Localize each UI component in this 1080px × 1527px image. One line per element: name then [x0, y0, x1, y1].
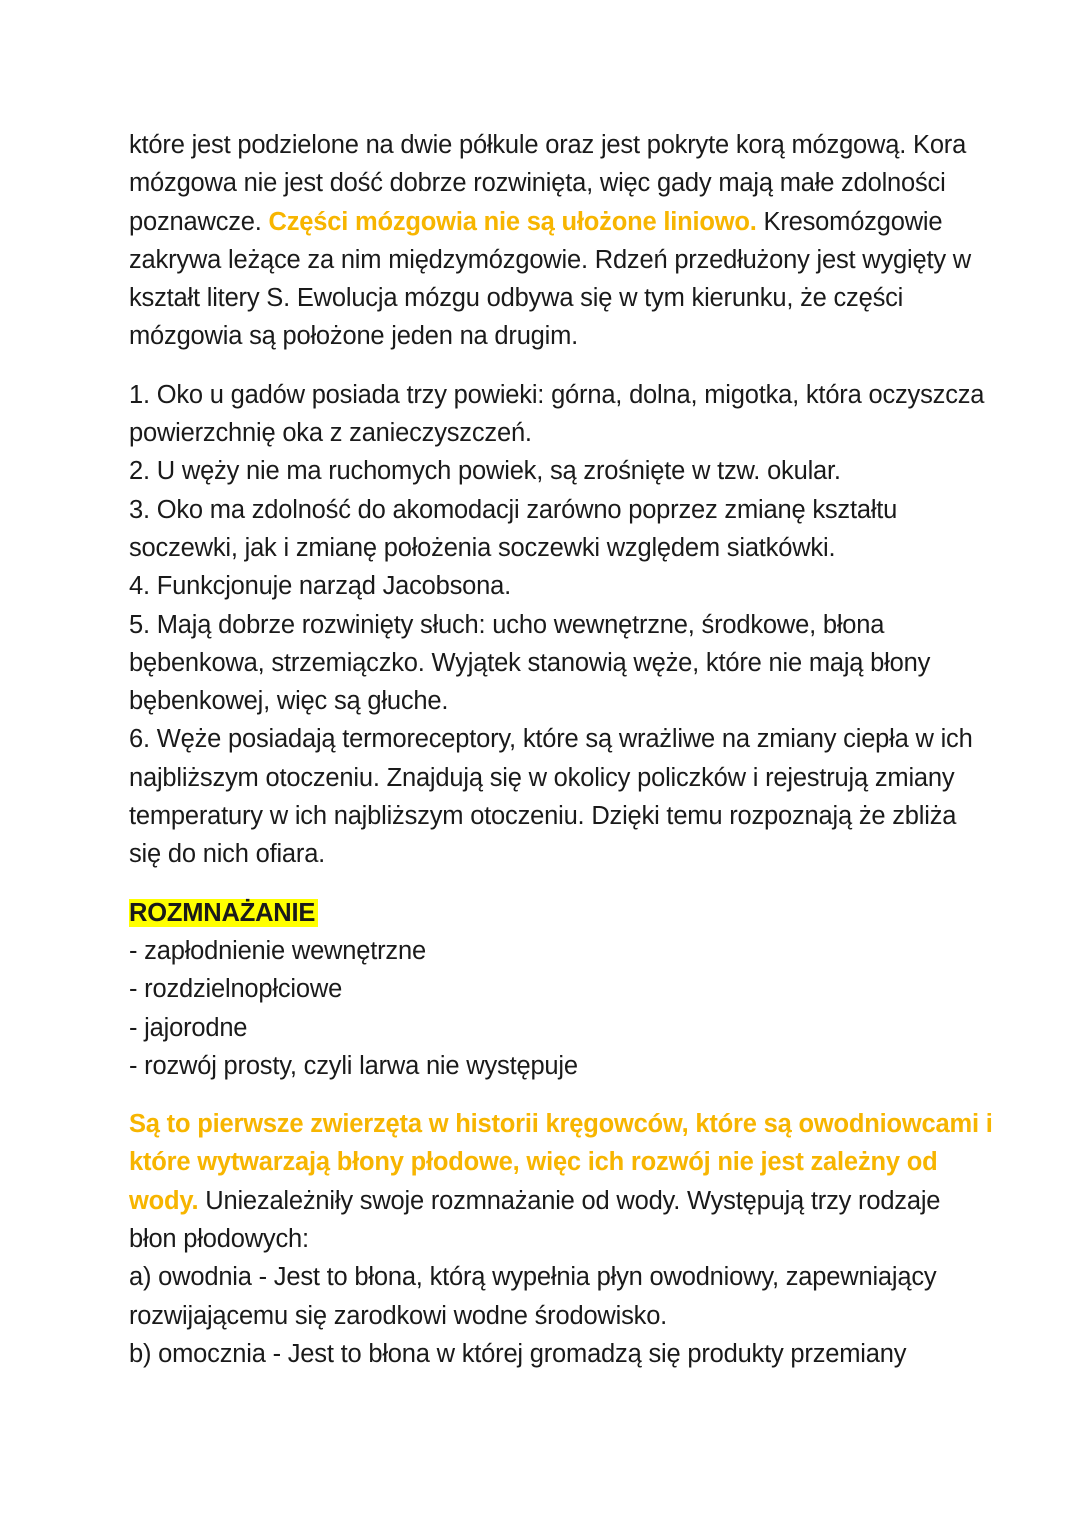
text-line: a) owodnia - Jest to błona, którą wypełnia płyn owodniowy, zapewniający — [129, 1263, 937, 1292]
list-item: 3. Oko ma zdolność do akomodacji zarówno poprzez zmianę kształtu — [129, 495, 898, 524]
list-item: - zapłodnienie wewnętrzne — [129, 936, 426, 965]
paragraph-spacer — [129, 356, 1009, 376]
text-line — [129, 1182, 1009, 1220]
text-line: które jest podzielone na dwie półkule oraz jest pokryte korą mózgową. Kora — [129, 131, 967, 159]
list-item: 5. Mają dobrze rozwinięty słuch: ucho wewnętrzne, środkowe, błona — [129, 610, 885, 639]
document-page — [129, 126, 1009, 1373]
list-item: - rozwój prosty, czyli larwa nie występuje — [129, 1051, 578, 1080]
highlighted-line: które wytwarzają błony płodowe, więc ich rozwój nie jest zależny od — [129, 1148, 938, 1177]
text-segment: Uniezależniły swoje rozmnażanie od wody. Występują trzy rodzaje — [198, 1186, 941, 1215]
list-item: - rozdzielnopłciowe — [129, 975, 343, 1004]
list-item: 2. U węży nie ma ruchomych powiek, są zrośnięte w tzw. okular. — [129, 457, 841, 486]
paragraph-spacer — [129, 1085, 1009, 1105]
highlighted-line: Są to pierwsze zwierzęta w historii kręgowców, które są owodniowcami i — [129, 1110, 993, 1139]
list-item: soczewki, jak i zmianę położenia soczewki względem siatkówki. — [129, 533, 836, 562]
text-line: zakrywa leżące za nim międzymózgowie. Rdzeń przedłużony jest wygięty w — [129, 245, 972, 274]
list-item: 1. Oko u gadów posiada trzy powieki: górna, dolna, migotka, która oczyszcza — [129, 380, 985, 409]
list-item: bębenkowa, strzemiączko. Wyjątek stanowią węże, które nie mają błony — [129, 648, 931, 677]
text-line: mózgowia są położone jeden na drugim. — [129, 322, 579, 351]
text-line: kształt litery S. Ewolucja mózgu odbywa się w tym kierunku, że części — [129, 284, 904, 313]
list-item: - jajorodne — [129, 1013, 248, 1042]
text-segment: Kresomózgowie — [756, 207, 943, 236]
list-item: 4. Funkcjonuje narząd Jacobsona. — [129, 572, 512, 601]
list-item: najbliższym otoczeniu. Znajdują się w okolicy policzków i rejestrują zmiany — [129, 763, 955, 792]
section-heading-line — [129, 894, 1009, 932]
text-line — [129, 203, 1009, 241]
list-item: powierzchnię oka z zanieczyszczeń. — [129, 419, 532, 448]
highlighted-sentence: wody. — [129, 1186, 199, 1215]
text-line: rozwijającemu się zarodkowi wodne środowisko. — [129, 1301, 668, 1330]
list-item: 6. Węże posiadają termoreceptory, które są wrażliwe na zmiany ciepła w ich — [129, 725, 973, 754]
list-item: temperatury w ich najbliższym otoczeniu. Dzięki temu rozpoznają że zbliża — [129, 802, 957, 831]
reproduction-section — [129, 894, 1009, 1085]
text-line: mózgowa nie jest dość dobrze rozwinięta, więc gady mają małe zdolności — [129, 169, 946, 198]
brain-paragraph — [129, 126, 1009, 356]
amniotes-paragraph — [129, 1105, 1009, 1373]
text-line: błon płodowych: — [129, 1225, 309, 1254]
section-heading: ROZMNAŻANIE — [129, 899, 318, 927]
text-segment: poznawcze. — [129, 207, 269, 236]
text-line: b) omocznia - Jest to błona w której gromadzą się produkty przemiany — [129, 1339, 907, 1368]
list-item: bębenkowej, więc są głuche. — [129, 687, 449, 716]
highlighted-sentence: Części mózgowia nie są ułożone liniowo. — [268, 207, 757, 236]
paragraph-spacer — [129, 874, 1009, 894]
eye-senses-list — [129, 376, 1009, 874]
list-item: się do nich ofiara. — [129, 840, 326, 869]
